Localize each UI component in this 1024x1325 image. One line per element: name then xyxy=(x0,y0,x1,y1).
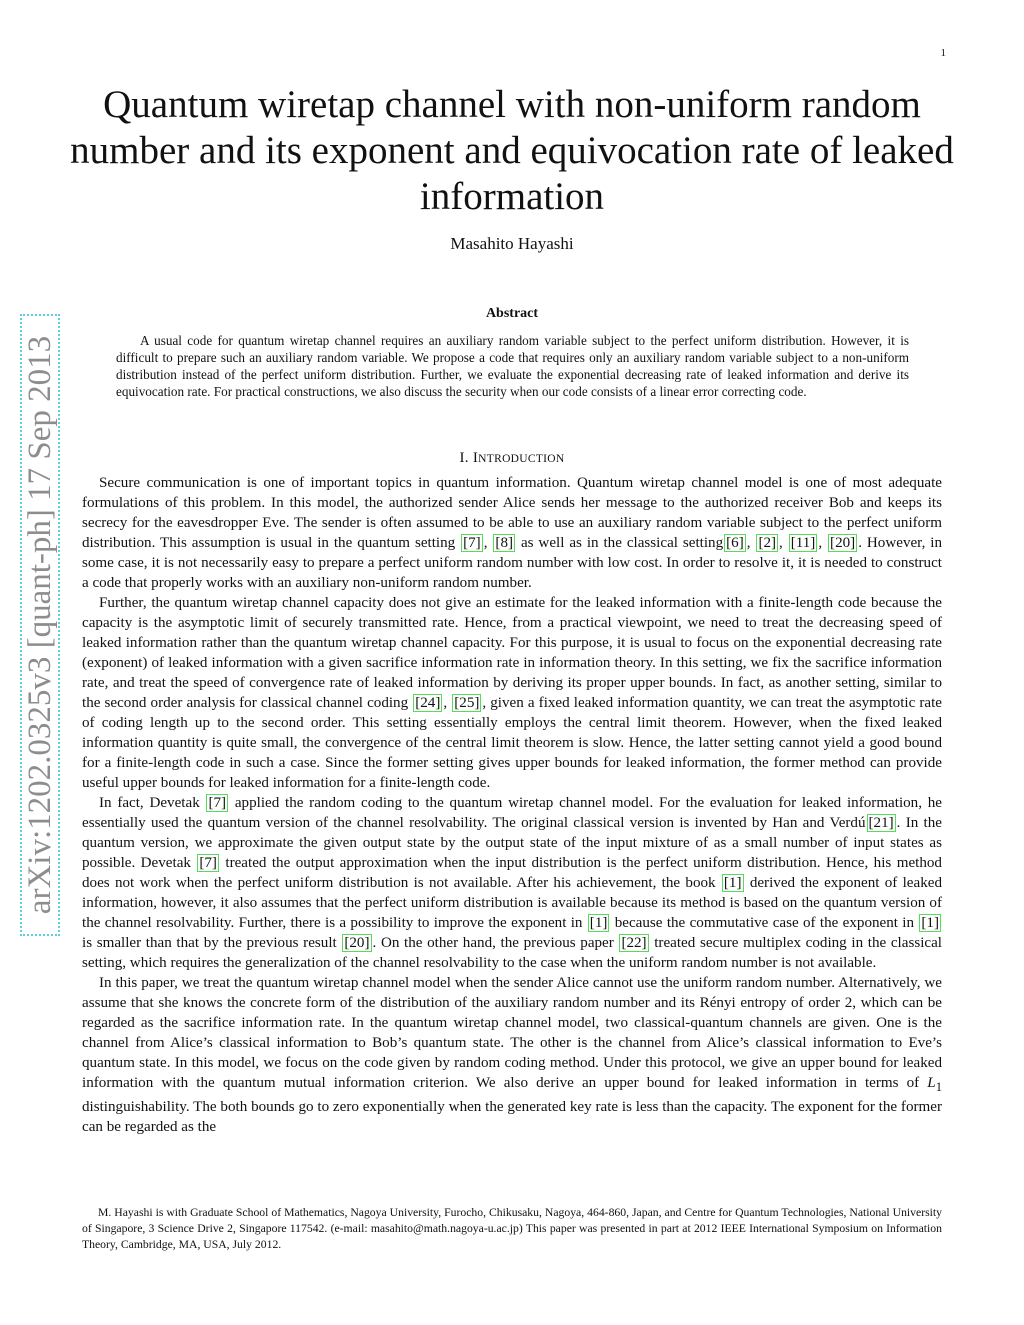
section-heading-introduction xyxy=(70,450,954,467)
abstract-heading: Abstract xyxy=(485,306,539,321)
text: . However, in some case, it is not necessarily easy to prepare a perfect uniform random number with low cost. In order to resolve it, it is needed to construct a code that properly works with an auxiliary non-uniform random number. xyxy=(82,535,943,591)
paragraph-1 xyxy=(82,473,942,593)
paper-title: Quantum wiretap channel with non-uniform random number and its exponent and equivocation rate of leaked information xyxy=(70,83,954,218)
author-name: Masahito Hayashi xyxy=(450,234,574,253)
text: distinguishability. The both bounds go to zero exponentially when the generated key rate is less than the capacity. The exponent for the former can be regarded as the xyxy=(82,1099,942,1136)
citation-link[interactable]: [20] xyxy=(344,935,370,951)
citation-link[interactable]: [24] xyxy=(415,695,441,711)
paragraph-4 xyxy=(82,973,942,1137)
text: , xyxy=(779,535,788,551)
text: , xyxy=(818,535,828,551)
math-subscript: 1 xyxy=(935,1080,942,1095)
text: , xyxy=(443,695,452,711)
author-footnote: M. Hayashi is with Graduate School of Mathematics, Nagoya University, Furocho, Chikusaku, Nagoya, 464-860, Japan, and Centre for Quantum Technologies, National University of Singapore, 3 Science Drive 2, Singapore 117542. (e-mail: masahito@math.nagoya-u.ac.jp) This paper was presented in part at 2012 IEEE International Symposium on Information Theory, Cambridge, MA, USA, July 2012. xyxy=(82,1206,942,1251)
text: , xyxy=(483,535,493,551)
text: . In the quantum version, we approximate the given output state by the output state of the input mixture of as a small number of input states as possible. Devetak xyxy=(82,815,942,871)
introduction-body xyxy=(82,473,942,1137)
text: In this paper, we treat the quantum wiretap channel model when the sender Alice cannot use the uniform random number. Alternatively, we assume that she knows the concrete form of the distribution of the auxiliary random number and its Rényi entropy of order 2, which can be regarded as the sacrifice information rate. In the quantum wiretap channel model, two classical-quantum channels are given. One is the channel from Alice’s classical information to Bob’s quantum state. The other is the channel from Alice’s classical information to Eve’s quantum state. In this model, we focus on the code given by random coding method. Under this protocol, we give an upper bound for leaked information with the quantum mutual information criterion. We also derive an upper bound for leaked information in terms of xyxy=(82,975,942,1091)
paragraph-2 xyxy=(82,593,942,793)
section-numeral: I. xyxy=(459,450,473,466)
math-symbol: L xyxy=(927,1075,936,1091)
paragraph-3 xyxy=(82,793,942,973)
arxiv-identifier[interactable]: arXiv:1202.0325v3 [quant-ph] 17 Sep 2013 xyxy=(20,314,60,936)
citation-link[interactable]: [1] xyxy=(921,915,939,931)
text: applied the random coding to the quantum wiretap channel model. For the evaluation for leaked information, he essentially used the quantum version of the channel resolvability. The original classical version is invented by Han and Verdú xyxy=(82,795,942,831)
text: Further, the quantum wiretap channel capacity does not give an estimate for the leaked information with a finite-length code because the capacity is the asymptotic limit of securely transmitted rate. Hence, from a practical viewpoint, we need to treat the decreasing speed of leaked information rather than the quantum wiretap channel capacity. For this purpose, it is usual to focus on the exponential decreasing rate (exponent) of leaked information with a given sacrifice information rate in information theory. In this setting, we fix the sacrifice information rate, and treat the speed of convergence rate of leaked information by deriving its proper upper bounds. In fact, as another setting, similar to the second order analysis for classical channel coding xyxy=(82,595,942,711)
section-title-rest: NTRODUCTION xyxy=(478,453,565,465)
text: derived the exponent of leaked information, however, it also assumes that the perfect uniform distribution is available because its method is based on the quantum version of the channel resolvability. Further, there is a possibility to improve the exponent in xyxy=(82,875,942,931)
text: . On the other hand, the previous paper xyxy=(372,935,619,951)
citation-link[interactable]: [25] xyxy=(454,695,480,711)
section-initial: I xyxy=(472,450,479,466)
citation-link[interactable]: [6] xyxy=(726,535,744,551)
citation-link[interactable]: [7] xyxy=(199,855,217,871)
text: Secure communication is one of important topics in quantum information. Quantum wiretap channel model is one of most adequate formulations of this problem. In this model, the authorized sender Alice sends her message to the authorized receiver Bob and keeps its secrecy for the eavesdropper Eve. The sender is often assumed to be able to use an auxiliary random variable subject to the perfect uniform distribution. This assumption is usual in the quantum setting xyxy=(82,475,942,551)
citation-link[interactable]: [1] xyxy=(723,875,742,891)
citation-link[interactable]: [11] xyxy=(790,535,816,551)
citation-link[interactable]: [2] xyxy=(758,535,777,551)
page-number: 1 xyxy=(940,47,946,59)
text: , xyxy=(746,535,756,551)
citation-link[interactable]: [21] xyxy=(868,815,894,831)
text: is smaller than that by the previous result xyxy=(82,935,342,951)
citation-link[interactable]: [8] xyxy=(495,535,514,551)
citation-link[interactable]: [7] xyxy=(463,535,481,551)
text: because the commutative case of the exponent in xyxy=(610,915,919,931)
citation-link[interactable]: [22] xyxy=(621,935,647,951)
text: In fact, Devetak xyxy=(99,795,206,811)
citation-link[interactable]: [1] xyxy=(589,915,608,931)
abstract-text: A usual code for quantum wiretap channel requires an auxiliary random variable subject to the perfect uniform distribution. However, it is difficult to prepare such an auxiliary random variable. We propose a code that requires only an auxiliary random variable subject to a non-uniform distribution instead of the perfect uniform distribution. Further, we evaluate the exponential decreasing rate of leaked information and derive its equivocation rate. For practical constructions, we also discuss the security when our code consists of a linear error correcting code. xyxy=(116,333,909,399)
citation-link[interactable]: [20] xyxy=(830,535,856,551)
citation-link[interactable]: [7] xyxy=(208,795,227,811)
text: treated secure multiplex coding in the classical setting, which requires the generalization of the channel resolvability to the case when the uniform random number is not available. xyxy=(82,935,942,971)
text: , given a fixed leaked information quantity, we can treat the asymptotic rate of coding length up to the second order. This setting essentially employs the central limit theorem. However, when the fixed leaked information quantity is quite small, the convergence of the central limit theorem is slow. Hence, the latter setting cannot yield a good bound for a finite-length code in such a case. Since the former setting gives upper bounds for leaked information, the former method can provide useful upper bounds for leaked information for a finite-length code. xyxy=(82,695,942,791)
text: treated the output approximation when the input distribution is the perfect uniform distribution. Hence, his method does not work when the perfect uniform distribution is not available. After his achievement, the book xyxy=(82,855,942,891)
text: as well as in the classical setting xyxy=(516,535,724,551)
